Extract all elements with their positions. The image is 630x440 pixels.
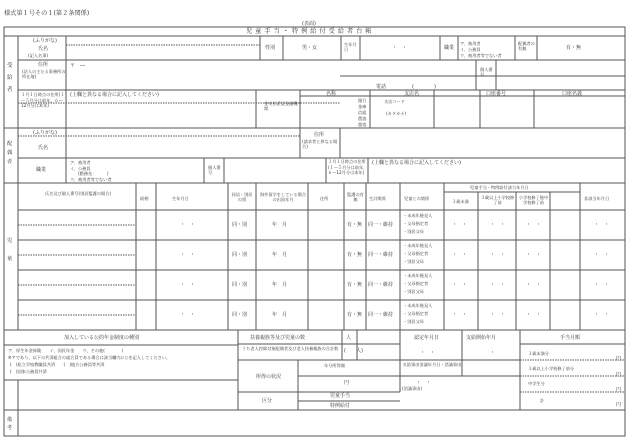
child-birth-value[interactable]: ・ ・ [180,222,196,228]
elderly-label: うち老人控除対象配偶者及び老人扶養親族の合計数 [242,346,339,351]
spouse-presence-label: 配偶者の有無 [518,41,535,51]
livelihood-value[interactable]: 同一・維持 [368,222,394,228]
relation-option[interactable]: ・父母指定者 [403,311,429,316]
start-value[interactable]: ・ [490,350,496,356]
job-option-1[interactable]: ア、被用者 [460,41,481,46]
under3-date[interactable]: ・ ・ [452,222,468,228]
pension-line-3[interactable]: ( )私立学校教職員共済 ( )地方公務員等共済 [10,362,105,367]
recipient-name-label: 氏名 [38,46,49,52]
approval-value[interactable]: ・ ・ [420,350,436,356]
overseas-value[interactable]: 年 月 [272,312,288,318]
address-sub: (法人の主たる事務所の所在地) [22,69,66,79]
spouse-furigana-label: (ふりがな) [33,130,57,136]
income-label: 所得の状況 [256,374,282,380]
job-option-2[interactable]: イ、公務員 [460,47,481,52]
recipient-name-sub: (記入名事) [28,53,49,58]
overseas-value[interactable]: 年 月 [272,282,288,288]
relation-option[interactable]: ・未成年後見人 [403,213,433,218]
spouse-personal-number-label: 個人番号 [208,165,221,175]
phone-parens[interactable]: ( ) [412,84,436,90]
monthly-item-2: ３歳以上小学校修了前分 [528,366,575,371]
job-option-3[interactable]: ウ、被用者等でない者 [460,53,502,58]
relation-to-child-header: 児童との関係 [404,196,430,201]
pay-group-header: 児童手当・特例給付該当年月日 [470,185,529,190]
spouse-name-label: 氏名 [38,145,49,151]
cohabit-header: 同居・別居の別 [231,192,253,202]
cohabit-value[interactable]: 同・別 [232,312,248,318]
support-value[interactable]: 有・無 [347,312,363,318]
age3-date[interactable]: ・ ・ [490,282,506,288]
bank-name-col: 名称 [326,91,337,97]
child-address-header: 住所 [320,196,329,201]
pension-line-2: ※アであり、以下の共済組合の組合員である場合は該当欄内に○を記入してください。 [8,355,171,360]
income-year: 年分所得額 [324,363,345,368]
dependents-unit: 人 [346,335,352,341]
approval-label: 認定年月日 [414,335,440,341]
spouse-name-field[interactable] [67,137,299,157]
spouse-address-sub: (請求者と異なる場合) [302,139,338,149]
age3-elem-header: ３歳以上小学校修了前 [480,195,515,205]
extinction-label: 支給事由消滅年月日・消滅事由 [402,362,462,367]
ineligible-header: 非該当年月日 [584,196,610,201]
spouse-personal-number-field[interactable] [225,159,325,182]
spouse-address-label: 住所 [314,132,325,138]
jan1-address-note: (上欄と異なる場合に記入してください) [70,92,159,98]
child-birth-value[interactable]: ・ ・ [180,312,196,318]
middle-date[interactable]: ・ ・ [526,222,542,228]
child-birth-value[interactable]: ・ ・ [180,252,196,258]
account-holder-col: 口座名義 [562,91,583,97]
special-label: 特例給付 [330,403,351,409]
relation-option[interactable]: ・未成年後見人 [403,303,433,308]
bank-group-label: 金支払希望金融機関 [264,101,298,111]
allowance-label: 児童手当 [330,393,351,399]
pension-line-1[interactable]: ア、厚生年金保険 イ、国民年金 ウ、その他( ) [8,348,124,353]
katakana-label: (カタカナ) [386,111,407,116]
monthly-yen-1: 円 [616,356,622,362]
postal-mark: 〒 ― [70,63,86,69]
support-header: 監護の有無 [347,192,364,202]
middle-school-header: 小学校修了後中学校修了前 [518,195,549,205]
spouse-job-workplace[interactable]: (勤務先： ) [78,171,109,176]
relation-option[interactable]: ・未成年後見人 [403,273,433,278]
relation-option[interactable]: ・別居父母 [403,229,424,234]
recipient-group-label: 受給者 [7,63,13,93]
form-title: 児童手当・特例給付受給者台帳 [246,28,375,35]
personal-number-field[interactable] [497,61,624,89]
ineligible-date[interactable]: ・ ・ [594,312,610,318]
address-label: 住所 [38,62,49,68]
ineligible-date[interactable]: ・ ・ [594,222,610,228]
support-value[interactable]: 有・無 [347,252,363,258]
cohabit-value[interactable]: 同・別 [232,282,248,288]
bank-type-1[interactable]: 銀行 [358,98,367,103]
pension-line-4[interactable]: ( )国家公務員共済 [10,369,47,374]
pension-title: 加入している公的年金制度の種別 [64,335,140,341]
jan1-address-label: １月１日時点の住所(１～５月分は前年、６～12月分は本年) [21,92,65,108]
relation-option[interactable]: ・別居父母 [403,259,424,264]
branch-name-col: 支店名 [404,91,420,97]
livelihood-value[interactable]: 同一・維持 [368,252,394,258]
cohabit-value[interactable]: 同・別 [232,222,248,228]
middle-date[interactable]: ・ ・ [526,252,542,258]
relation-option[interactable]: ・父母指定者 [403,221,429,226]
overseas-header: 海外留学をしている場合の出国年月 [259,192,307,202]
monthly-item-3: 中学生分 [528,381,545,386]
monthly-item-1: ３歳未満分 [528,351,549,356]
spouse-address-field[interactable] [341,129,624,157]
monthly-label: 手当月額 [560,335,581,341]
monthly-yen-4: 円 [616,402,622,408]
livelihood-value[interactable]: 同一・維持 [368,282,394,288]
relation-option[interactable]: ・別居父母 [403,289,424,294]
gender-label: 性別 [265,45,276,51]
remarks-label: 備考 [7,417,13,431]
recipient-furigana-label: (ふりがな) [33,38,57,44]
extinction-reason: (消滅事由) [402,386,423,391]
ineligible-date[interactable]: ・ ・ [594,282,610,288]
account-number-col: 口座番号 [486,91,507,97]
livelihood-value[interactable]: 同一・維持 [368,312,394,318]
spouse-job-option-2[interactable]: イ、公務員 [70,166,91,171]
child-name-header: 氏名及び個人番号(別居監護の場合) [44,191,112,196]
spouse-group-label: 配偶者 [7,141,13,165]
monthly-yen-2: 円 [616,372,622,378]
extinction-value[interactable]: ・ ・ [416,380,432,386]
relation-option[interactable]: ・父母指定者 [403,281,429,286]
under3-date[interactable]: ・ ・ [452,252,468,258]
relation-option[interactable]: ・別居父母 [403,319,424,324]
relation-header: 続柄 [140,196,149,201]
birth-value[interactable]: ・ ・ [392,45,408,51]
under3-date[interactable]: ・ ・ [452,312,468,318]
dependents-label: 扶養親族等及び児童の数 [250,335,306,341]
age3-date[interactable]: ・ ・ [490,222,506,228]
birth-label: 生年月日 [344,42,357,52]
address-field[interactable] [67,70,339,89]
bank-type-2[interactable]: 金庫 [358,104,367,109]
support-value[interactable]: 有・無 [347,282,363,288]
relation-option[interactable]: ・父母指定者 [403,251,429,256]
branch-code-label: 支店コード [384,99,405,104]
section-label: 区分 [262,398,273,404]
job-label: 職業 [444,45,455,51]
middle-date[interactable]: ・ ・ [526,282,542,288]
support-value[interactable]: 有・無 [347,222,363,228]
overseas-value[interactable]: 年 月 [272,222,288,228]
spouse-presence-value[interactable]: 有・無 [566,45,582,51]
monthly-item-4: 計 [540,398,545,403]
monthly-yen-3: 円 [616,387,622,393]
form-number-label: 様式第１号その１(第２条関係) [4,10,90,17]
child-birth-value[interactable]: ・ ・ [180,282,196,288]
children-group-label: 児童 [7,238,13,262]
start-label: 支給開始年月 [466,335,497,341]
bank-type-3[interactable]: 信組 [358,110,367,115]
under3-date[interactable]: ・ ・ [452,282,468,288]
age3-date[interactable]: ・ ・ [490,312,506,318]
age3-date[interactable]: ・ ・ [490,252,506,258]
under3-header: ３歳未満 [452,199,469,204]
spouse-job-option-1[interactable]: ア、被用者 [70,160,91,165]
overseas-value[interactable]: 年 月 [272,252,288,258]
middle-date[interactable]: ・ ・ [526,312,542,318]
phone-label: 電話 [376,84,387,90]
ineligible-date[interactable]: ・ ・ [594,252,610,258]
spouse-job-label: 職業 [36,167,47,173]
personal-number-label: 個人番号 [480,67,493,77]
remarks-field[interactable] [19,411,624,435]
bank-type-5[interactable]: 漁協 [358,122,367,127]
child-birth-header: 生年月日 [172,196,189,201]
spouse-jan1-note: (上欄と異なる場合に記入してください) [372,160,461,166]
income-yen: 円 [344,380,350,386]
side-label: (表面) [302,21,316,27]
elderly-value[interactable]: ( 人) [344,348,363,354]
spouse-job-option-3[interactable]: ウ、被用者等でない者 [70,177,112,182]
spouse-jan1-label: １月１日時点の住所(１～５月分は前年、６～12月分は本年) [328,159,368,175]
livelihood-header: 生計関係 [369,196,386,201]
gender-value[interactable]: 男・女 [302,45,318,51]
bank-type-4[interactable]: 農協 [358,116,367,121]
relation-option[interactable]: ・未成年後見人 [403,243,433,248]
recipient-name-field[interactable] [67,46,259,59]
cohabit-value[interactable]: 同・別 [232,252,248,258]
